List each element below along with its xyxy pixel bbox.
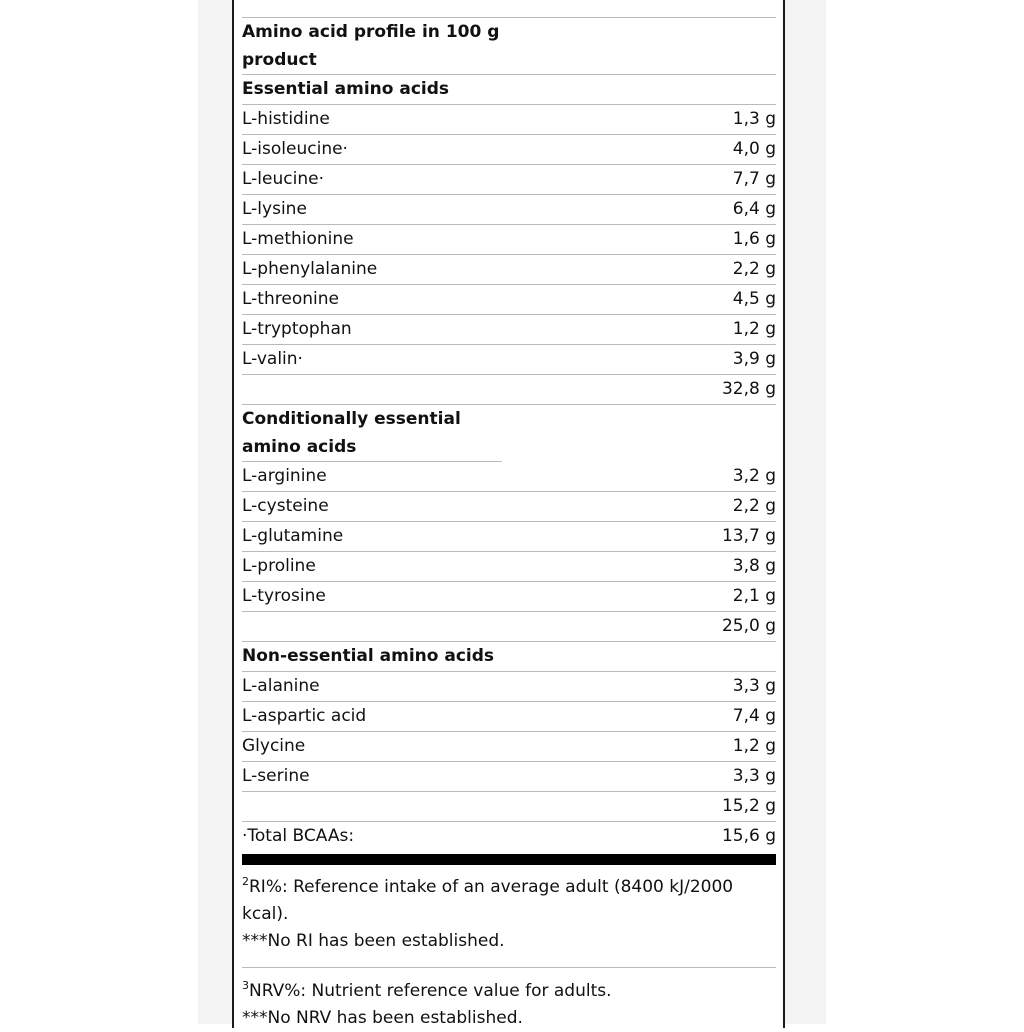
footnote-ri-text: $^2$RI%: Reference intake of an average adult (8400 kJ/2000 kcal). xyxy=(242,875,734,924)
amino-acid-name: L-leucine· xyxy=(242,169,324,189)
footnote-ri-none: ***No RI has been established. xyxy=(242,931,505,951)
table-row xyxy=(242,255,776,285)
amino-acid-name: L-cysteine xyxy=(242,496,329,516)
footnote-nrv-text: $^3$NRV%: Nutrient reference value for adults. xyxy=(242,979,612,1001)
subtotal-value: 25,0 g xyxy=(721,616,776,636)
amino-acid-name: Glycine xyxy=(242,736,306,756)
footnote-ri-marker: 2 xyxy=(242,875,249,888)
table-row xyxy=(242,762,776,792)
amino-acid-value: 4,5 g xyxy=(732,289,776,309)
page-background-left xyxy=(198,0,232,1024)
amino-acid-name: L-threonine xyxy=(242,289,339,309)
amino-acid-value: 2,1 g xyxy=(732,586,776,606)
amino-acid-name: L-tyrosine xyxy=(242,586,326,606)
amino-acid-name: L-isoleucine· xyxy=(242,139,348,159)
amino-acid-value: 6,4 g xyxy=(732,199,776,219)
subtotal-row xyxy=(242,375,776,405)
amino-acid-value: 3,2 g xyxy=(732,466,776,486)
amino-acid-value: 3,8 g xyxy=(732,556,776,576)
table-row xyxy=(242,522,776,552)
table-row xyxy=(242,492,776,522)
table-title: Amino acid profile in 100 g product xyxy=(242,22,500,70)
amino-acid-table xyxy=(242,17,776,1032)
amino-acid-value: 3,9 g xyxy=(732,349,776,369)
amino-acid-value: 13,7 g xyxy=(721,526,776,546)
table-row xyxy=(242,345,776,375)
table-row xyxy=(242,285,776,315)
subtotal-value: 32,8 g xyxy=(721,379,776,399)
table-row xyxy=(242,552,776,582)
amino-acid-name: L-tryptophan xyxy=(242,319,352,339)
table-row xyxy=(242,135,776,165)
amino-acid-name: L-proline xyxy=(242,556,316,576)
amino-acid-name: L-histidine xyxy=(242,109,330,129)
footnotes xyxy=(242,870,776,1032)
section-heading-essential: Essential amino acids xyxy=(242,75,776,105)
amino-acid-name: L-valin· xyxy=(242,349,303,369)
table-row xyxy=(242,105,776,135)
amino-acid-value: 7,7 g xyxy=(732,169,776,189)
amino-acid-value: 3,3 g xyxy=(732,766,776,786)
total-bcaa-row xyxy=(242,822,776,851)
subtotal-row xyxy=(242,792,776,822)
section-heading-nonessential: Non-essential amino acids xyxy=(242,642,776,672)
footnote-nrv xyxy=(242,967,776,1032)
amino-acid-value: 7,4 g xyxy=(732,706,776,726)
amino-acid-name: L-phenylalanine xyxy=(242,259,378,279)
table-row xyxy=(242,582,776,612)
amino-acid-value: 1,2 g xyxy=(732,319,776,339)
amino-acid-value: 2,2 g xyxy=(732,259,776,279)
amino-acid-name: L-aspartic acid xyxy=(242,706,367,726)
amino-acid-value: 1,3 g xyxy=(732,109,776,129)
amino-acid-panel xyxy=(232,0,785,1028)
amino-acid-value: 1,6 g xyxy=(732,229,776,249)
amino-acid-name: L-alanine xyxy=(242,676,320,696)
amino-acid-value: 1,2 g xyxy=(732,736,776,756)
amino-acid-name: L-arginine xyxy=(242,466,327,486)
footnote-nrv-none: ***No NRV has been established. xyxy=(242,1008,523,1028)
subtotal-value: 15,2 g xyxy=(721,796,776,816)
subtotal-row xyxy=(242,612,776,642)
footnote-nrv-marker: 3 xyxy=(242,979,249,992)
amino-acid-value: 4,0 g xyxy=(732,139,776,159)
table-row xyxy=(242,732,776,762)
table-row xyxy=(242,462,776,492)
table-row xyxy=(242,195,776,225)
amino-acid-value: 3,3 g xyxy=(732,676,776,696)
table-row xyxy=(242,315,776,345)
amino-acid-value: 2,2 g xyxy=(732,496,776,516)
footnote-ri xyxy=(242,870,776,955)
table-row xyxy=(242,672,776,702)
amino-acid-name: L-lysine xyxy=(242,199,307,219)
amino-acid-name: L-glutamine xyxy=(242,526,344,546)
table-row xyxy=(242,702,776,732)
page-background-right xyxy=(784,0,826,1024)
section-heading-conditional: Conditionally essential amino acids xyxy=(242,405,502,462)
table-row xyxy=(242,225,776,255)
total-bcaa-value: 15,6 g xyxy=(721,826,776,846)
total-bcaa-label: ·Total BCAAs: xyxy=(242,826,355,846)
table-end-bar xyxy=(242,854,776,865)
table-row xyxy=(242,165,776,195)
amino-acid-name: L-serine xyxy=(242,766,310,786)
amino-acid-name: L-methionine xyxy=(242,229,354,249)
